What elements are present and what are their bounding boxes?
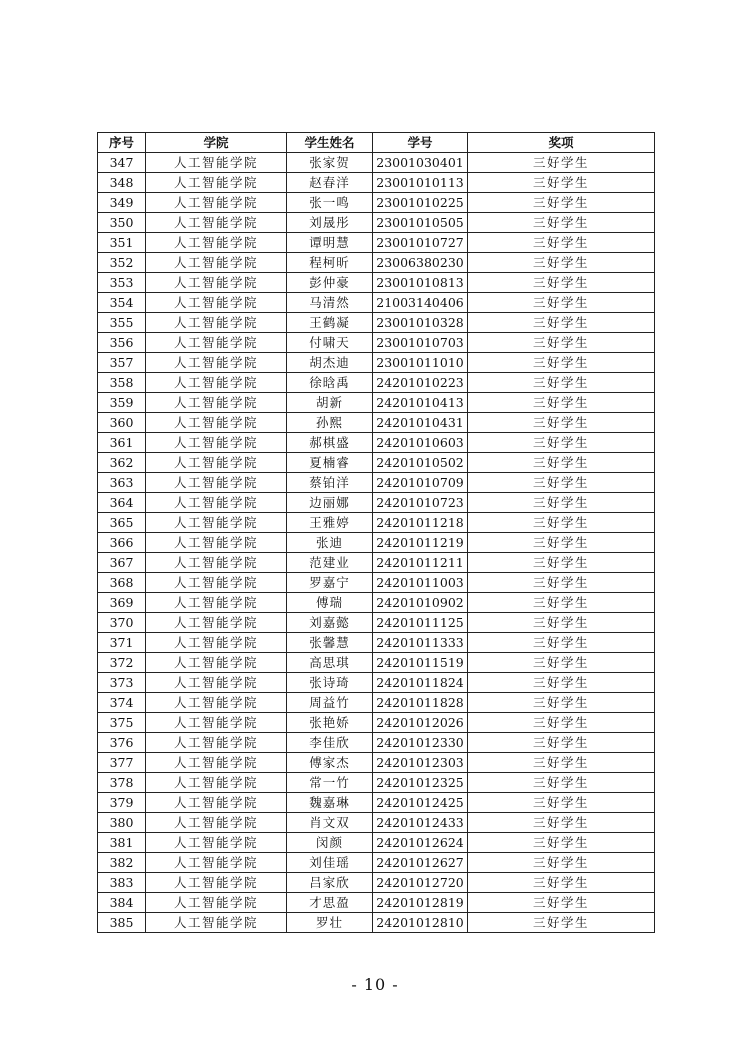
cell-student-name: 李佳欣: [287, 733, 373, 753]
cell-student-name: 高思琪: [287, 653, 373, 673]
cell-student-name: 闵颜: [287, 833, 373, 853]
cell-index: 383: [98, 873, 146, 893]
cell-award: 三好学生: [468, 233, 655, 253]
cell-college: 人工智能学院: [146, 173, 287, 193]
cell-index: 347: [98, 153, 146, 173]
cell-student-name: 刘晟彤: [287, 213, 373, 233]
cell-student-id: 23001010505: [373, 213, 468, 233]
cell-award: 三好学生: [468, 353, 655, 373]
header-college: 学院: [146, 133, 287, 153]
cell-college: 人工智能学院: [146, 553, 287, 573]
cell-award: 三好学生: [468, 893, 655, 913]
cell-award: 三好学生: [468, 313, 655, 333]
cell-index: 364: [98, 493, 146, 513]
cell-student-name: 常一竹: [287, 773, 373, 793]
cell-award: 三好学生: [468, 373, 655, 393]
cell-student-id: 23001010727: [373, 233, 468, 253]
cell-student-name: 刘嘉懿: [287, 613, 373, 633]
cell-index: 349: [98, 193, 146, 213]
cell-college: 人工智能学院: [146, 293, 287, 313]
cell-college: 人工智能学院: [146, 253, 287, 273]
cell-index: 353: [98, 273, 146, 293]
cell-index: 373: [98, 673, 146, 693]
cell-college: 人工智能学院: [146, 833, 287, 853]
cell-index: 355: [98, 313, 146, 333]
cell-student-id: 24201010502: [373, 453, 468, 473]
cell-award: 三好学生: [468, 713, 655, 733]
cell-award: 三好学生: [468, 913, 655, 933]
cell-award: 三好学生: [468, 473, 655, 493]
cell-award: 三好学生: [468, 793, 655, 813]
cell-index: 368: [98, 573, 146, 593]
table-row: [98, 453, 655, 473]
table-row: [98, 693, 655, 713]
cell-college: 人工智能学院: [146, 613, 287, 633]
cell-college: 人工智能学院: [146, 913, 287, 933]
cell-college: 人工智能学院: [146, 373, 287, 393]
cell-college: 人工智能学院: [146, 153, 287, 173]
cell-award: 三好学生: [468, 773, 655, 793]
cell-student-id: 24201012303: [373, 753, 468, 773]
cell-index: 352: [98, 253, 146, 273]
cell-student-id: 24201011218: [373, 513, 468, 533]
cell-student-name: 程柯昕: [287, 253, 373, 273]
cell-student-id: 24201011519: [373, 653, 468, 673]
cell-index: 385: [98, 913, 146, 933]
cell-student-id: 24201010723: [373, 493, 468, 513]
cell-student-name: 郝棋盛: [287, 433, 373, 453]
table-row: [98, 253, 655, 273]
cell-college: 人工智能学院: [146, 493, 287, 513]
cell-award: 三好学生: [468, 453, 655, 473]
cell-student-id: 23001030401: [373, 153, 468, 173]
cell-college: 人工智能学院: [146, 753, 287, 773]
cell-award: 三好学生: [468, 753, 655, 773]
cell-college: 人工智能学院: [146, 673, 287, 693]
cell-college: 人工智能学院: [146, 193, 287, 213]
cell-college: 人工智能学院: [146, 333, 287, 353]
cell-college: 人工智能学院: [146, 533, 287, 553]
cell-college: 人工智能学院: [146, 593, 287, 613]
cell-index: 381: [98, 833, 146, 853]
cell-student-name: 罗嘉宁: [287, 573, 373, 593]
cell-student-id: 24201011211: [373, 553, 468, 573]
cell-award: 三好学生: [468, 413, 655, 433]
table-row: [98, 673, 655, 693]
cell-student-id: 24201010902: [373, 593, 468, 613]
table-row: [98, 273, 655, 293]
cell-award: 三好学生: [468, 813, 655, 833]
cell-student-id: 24201010431: [373, 413, 468, 433]
cell-college: 人工智能学院: [146, 233, 287, 253]
table-row: [98, 913, 655, 933]
cell-student-name: 胡新: [287, 393, 373, 413]
cell-index: 354: [98, 293, 146, 313]
cell-college: 人工智能学院: [146, 873, 287, 893]
table-row: [98, 553, 655, 573]
table-row: [98, 493, 655, 513]
cell-student-id: 24201010709: [373, 473, 468, 493]
cell-index: 358: [98, 373, 146, 393]
table-row: [98, 593, 655, 613]
cell-student-name: 傅家杰: [287, 753, 373, 773]
cell-student-id: 24201012425: [373, 793, 468, 813]
cell-index: 359: [98, 393, 146, 413]
cell-student-id: 24201012433: [373, 813, 468, 833]
cell-student-name: 才思盈: [287, 893, 373, 913]
cell-student-name: 傅瑞: [287, 593, 373, 613]
cell-student-name: 张馨慧: [287, 633, 373, 653]
cell-index: 363: [98, 473, 146, 493]
table-row: [98, 433, 655, 453]
table-row: [98, 293, 655, 313]
cell-college: 人工智能学院: [146, 853, 287, 873]
cell-student-id: 24201012026: [373, 713, 468, 733]
cell-student-name: 胡杰迪: [287, 353, 373, 373]
table-row: [98, 853, 655, 873]
cell-award: 三好学生: [468, 493, 655, 513]
cell-index: 377: [98, 753, 146, 773]
cell-college: 人工智能学院: [146, 513, 287, 533]
cell-index: 376: [98, 733, 146, 753]
header-student-name: 学生姓名: [287, 133, 373, 153]
table-row: [98, 193, 655, 213]
cell-student-name: 赵春洋: [287, 173, 373, 193]
cell-college: 人工智能学院: [146, 813, 287, 833]
cell-award: 三好学生: [468, 833, 655, 853]
table-row: [98, 753, 655, 773]
cell-college: 人工智能学院: [146, 653, 287, 673]
cell-student-name: 吕家欣: [287, 873, 373, 893]
cell-student-name: 范建业: [287, 553, 373, 573]
cell-index: 365: [98, 513, 146, 533]
cell-student-id: 24201012330: [373, 733, 468, 753]
cell-award: 三好学生: [468, 693, 655, 713]
cell-student-id: 21003140406: [373, 293, 468, 313]
cell-index: 382: [98, 853, 146, 873]
table-row: [98, 533, 655, 553]
cell-student-name: 孙熙: [287, 413, 373, 433]
cell-student-id: 24201010223: [373, 373, 468, 393]
cell-index: 348: [98, 173, 146, 193]
cell-student-id: 24201012325: [373, 773, 468, 793]
cell-college: 人工智能学院: [146, 353, 287, 373]
cell-student-id: 23001010703: [373, 333, 468, 353]
table-row: [98, 613, 655, 633]
cell-college: 人工智能学院: [146, 633, 287, 653]
cell-index: 361: [98, 433, 146, 453]
cell-student-name: 徐晗禹: [287, 373, 373, 393]
cell-student-id: 24201011219: [373, 533, 468, 553]
cell-student-name: 蔡铂洋: [287, 473, 373, 493]
cell-award: 三好学生: [468, 153, 655, 173]
table-row: [98, 473, 655, 493]
table-row: [98, 333, 655, 353]
header-index: 序号: [98, 133, 146, 153]
cell-award: 三好学生: [468, 253, 655, 273]
cell-student-name: 谭明慧: [287, 233, 373, 253]
cell-award: 三好学生: [468, 673, 655, 693]
cell-student-id: 24201010413: [373, 393, 468, 413]
table-row: [98, 393, 655, 413]
cell-index: 384: [98, 893, 146, 913]
cell-student-name: 罗壮: [287, 913, 373, 933]
table-row: [98, 653, 655, 673]
table-row: [98, 833, 655, 853]
cell-index: 375: [98, 713, 146, 733]
table-row: [98, 233, 655, 253]
cell-award: 三好学生: [468, 333, 655, 353]
table-row: [98, 413, 655, 433]
cell-student-name: 夏楠睿: [287, 453, 373, 473]
cell-index: 356: [98, 333, 146, 353]
cell-student-id: 23001011010: [373, 353, 468, 373]
cell-college: 人工智能学院: [146, 393, 287, 413]
table-body: [98, 153, 655, 933]
cell-student-id: 24201011125: [373, 613, 468, 633]
table-row: [98, 813, 655, 833]
cell-college: 人工智能学院: [146, 273, 287, 293]
table-row: [98, 213, 655, 233]
cell-index: 357: [98, 353, 146, 373]
cell-index: 367: [98, 553, 146, 573]
table-row: [98, 353, 655, 373]
cell-student-name: 付啸天: [287, 333, 373, 353]
cell-award: 三好学生: [468, 293, 655, 313]
cell-college: 人工智能学院: [146, 773, 287, 793]
cell-award: 三好学生: [468, 553, 655, 573]
table-row: [98, 513, 655, 533]
table-row: [98, 313, 655, 333]
cell-college: 人工智能学院: [146, 573, 287, 593]
cell-index: 372: [98, 653, 146, 673]
award-list-table: [97, 132, 655, 933]
cell-award: 三好学生: [468, 633, 655, 653]
cell-student-id: 24201012720: [373, 873, 468, 893]
cell-index: 374: [98, 693, 146, 713]
cell-award: 三好学生: [468, 193, 655, 213]
table-row: [98, 773, 655, 793]
cell-award: 三好学生: [468, 173, 655, 193]
cell-student-name: 张一鸣: [287, 193, 373, 213]
table-row: [98, 733, 655, 753]
cell-college: 人工智能学院: [146, 793, 287, 813]
table-row: [98, 793, 655, 813]
cell-award: 三好学生: [468, 433, 655, 453]
cell-student-id: 23001010813: [373, 273, 468, 293]
cell-index: 379: [98, 793, 146, 813]
cell-student-name: 张艳娇: [287, 713, 373, 733]
table-row: [98, 373, 655, 393]
cell-award: 三好学生: [468, 213, 655, 233]
cell-award: 三好学生: [468, 533, 655, 553]
cell-index: 370: [98, 613, 146, 633]
cell-student-id: 23001010225: [373, 193, 468, 213]
cell-student-id: 23001010328: [373, 313, 468, 333]
cell-student-id: 24201011824: [373, 673, 468, 693]
cell-award: 三好学生: [468, 573, 655, 593]
cell-student-id: 23006380230: [373, 253, 468, 273]
cell-award: 三好学生: [468, 513, 655, 533]
cell-award: 三好学生: [468, 593, 655, 613]
cell-award: 三好学生: [468, 853, 655, 873]
table-row: [98, 893, 655, 913]
cell-index: 378: [98, 773, 146, 793]
cell-college: 人工智能学院: [146, 733, 287, 753]
cell-student-id: 24201012810: [373, 913, 468, 933]
cell-award: 三好学生: [468, 393, 655, 413]
table-row: [98, 713, 655, 733]
table-row: [98, 173, 655, 193]
cell-index: 362: [98, 453, 146, 473]
cell-student-name: 王鹤凝: [287, 313, 373, 333]
cell-award: 三好学生: [468, 873, 655, 893]
cell-student-name: 王雅婷: [287, 513, 373, 533]
cell-index: 350: [98, 213, 146, 233]
cell-student-id: 24201011333: [373, 633, 468, 653]
table-row: [98, 573, 655, 593]
cell-student-name: 张迪: [287, 533, 373, 553]
page-number: - 10 -: [351, 975, 399, 994]
cell-student-name: 肖文双: [287, 813, 373, 833]
table-header-row: [98, 133, 655, 153]
cell-student-name: 张诗琦: [287, 673, 373, 693]
cell-student-name: 周益竹: [287, 693, 373, 713]
cell-college: 人工智能学院: [146, 413, 287, 433]
cell-award: 三好学生: [468, 273, 655, 293]
table-row: [98, 873, 655, 893]
cell-student-id: 24201012627: [373, 853, 468, 873]
cell-award: 三好学生: [468, 613, 655, 633]
cell-student-name: 边丽娜: [287, 493, 373, 513]
cell-college: 人工智能学院: [146, 693, 287, 713]
cell-student-id: 24201012624: [373, 833, 468, 853]
cell-award: 三好学生: [468, 733, 655, 753]
cell-student-name: 张家贺: [287, 153, 373, 173]
cell-college: 人工智能学院: [146, 713, 287, 733]
cell-student-name: 马清然: [287, 293, 373, 313]
cell-college: 人工智能学院: [146, 473, 287, 493]
cell-index: 371: [98, 633, 146, 653]
cell-index: 366: [98, 533, 146, 553]
cell-student-id: 24201011828: [373, 693, 468, 713]
cell-student-id: 23001010113: [373, 173, 468, 193]
table-row: [98, 153, 655, 173]
cell-student-name: 刘佳瑶: [287, 853, 373, 873]
cell-index: 380: [98, 813, 146, 833]
cell-student-id: 24201011003: [373, 573, 468, 593]
header-student-id: 学号: [373, 133, 468, 153]
header-award: 奖项: [468, 133, 655, 153]
cell-award: 三好学生: [468, 653, 655, 673]
cell-college: 人工智能学院: [146, 893, 287, 913]
cell-student-name: 彭仲豪: [287, 273, 373, 293]
cell-index: 369: [98, 593, 146, 613]
cell-student-id: 24201010603: [373, 433, 468, 453]
cell-index: 351: [98, 233, 146, 253]
cell-student-id: 24201012819: [373, 893, 468, 913]
cell-college: 人工智能学院: [146, 313, 287, 333]
cell-index: 360: [98, 413, 146, 433]
cell-student-name: 魏嘉琳: [287, 793, 373, 813]
cell-college: 人工智能学院: [146, 433, 287, 453]
cell-college: 人工智能学院: [146, 213, 287, 233]
table-row: [98, 633, 655, 653]
cell-college: 人工智能学院: [146, 453, 287, 473]
